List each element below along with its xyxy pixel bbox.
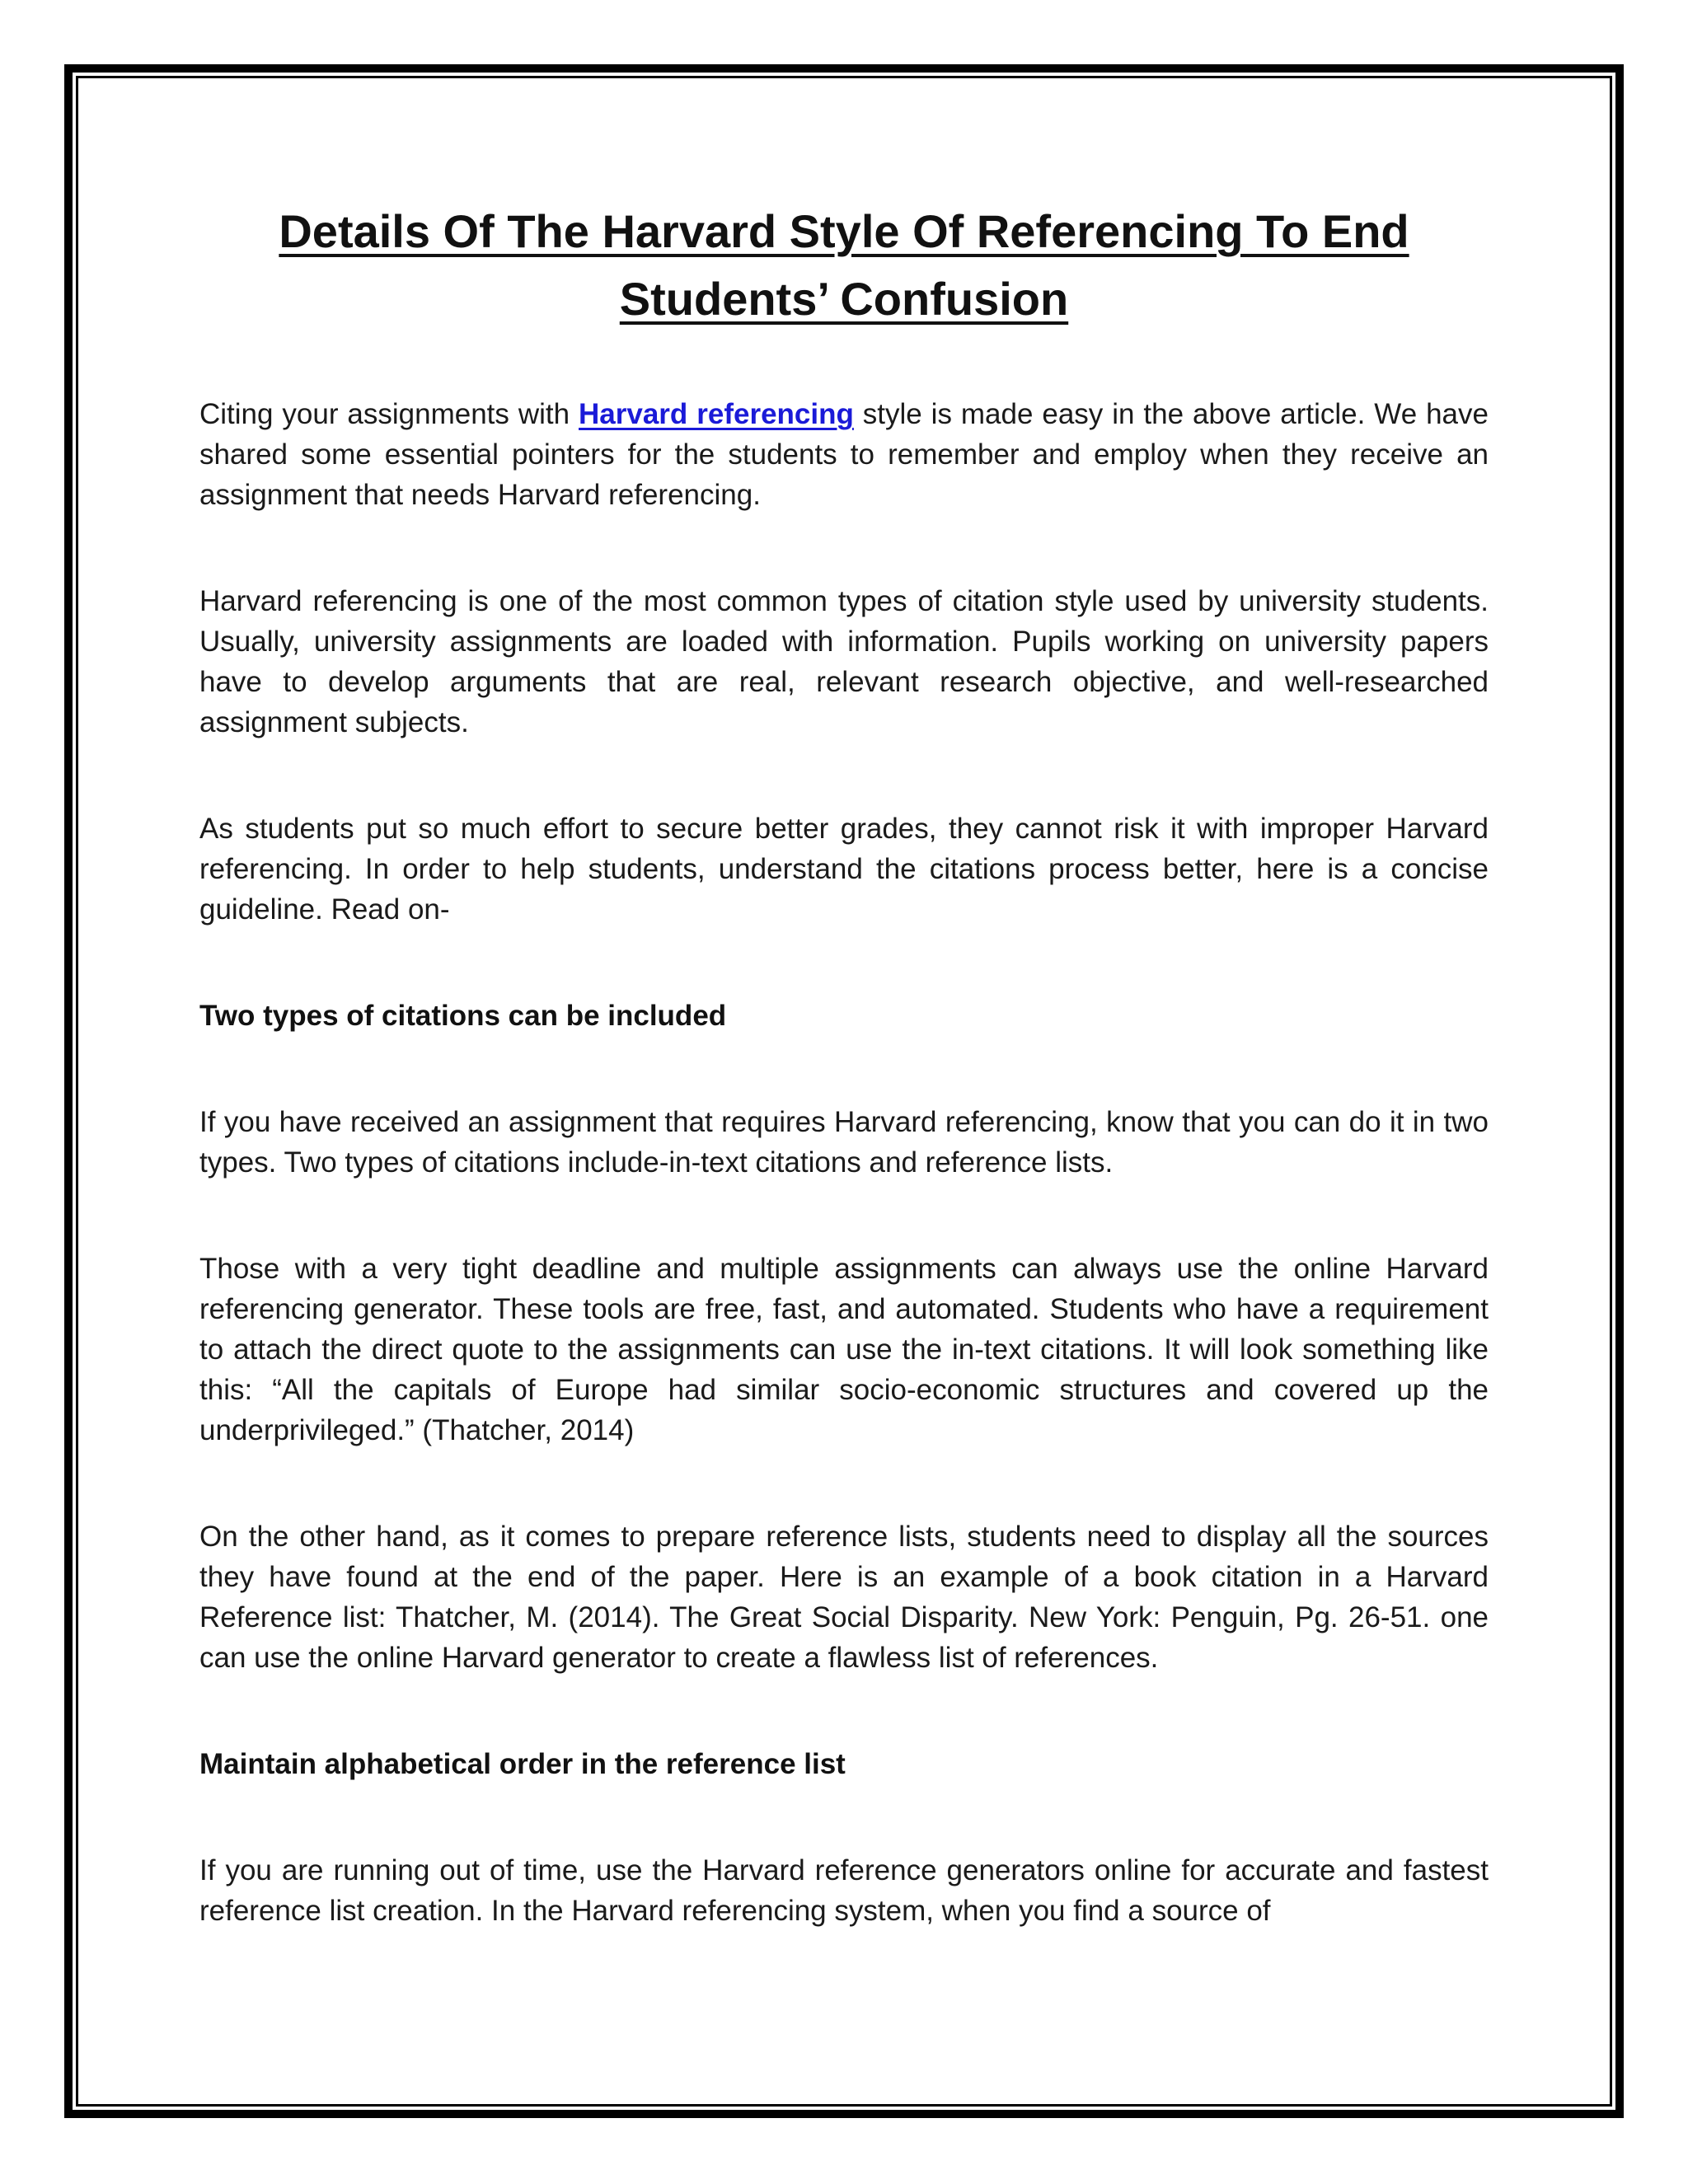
intro-text-after: style is made easy in the above article. We have shared some essential pointers for the students to remember and employ when they receive an assignment that needs Harvard referencing. <box>199 398 1489 511</box>
document-body <box>199 198 1489 1931</box>
document-title <box>199 198 1489 333</box>
title-line-2: Students’ Confusion <box>619 273 1069 325</box>
paragraph-effort: As students put so much effort to secure better grades, they cannot risk it with improper Harvard referencing. In order to help students, understand the citations process better, here is a concise guideline. Read on- <box>199 813 1489 926</box>
paragraph-running-out-of-time: If you are running out of time, use the Harvard reference generators online for accurate and fastest reference list creation. In the Harvard referencing system, when you find a source of <box>199 1854 1489 1927</box>
title-line-1: Details Of The Harvard Style Of Referencing To End <box>279 205 1409 257</box>
section-heading-two-types: Two types of citations can be included <box>199 1000 727 1032</box>
paragraph-harvard-common: Harvard referencing is one of the most common types of citation style used by university students. Usually, university assignments are loaded with information. Pupils working on university papers have to develop arguments that are real, relevant research objective, and well-researched assignment subjects. <box>199 585 1489 738</box>
harvard-referencing-link[interactable]: Harvard referencing <box>579 398 854 430</box>
paragraph-intro <box>199 394 1489 515</box>
paragraph-reference-lists: On the other hand, as it comes to prepare reference lists, students need to display all the sources they have found at the end of the paper. Here is an example of a book citation in a Harvard Reference list: Thatcher, M. (2014). The Great Social Disparity. New York: Penguin, Pg. 26-51. one can use the online Harvard generator to create a flawless list of references. <box>199 1521 1489 1674</box>
paragraph-two-types: If you have received an assignment that requires Harvard referencing, know that you can do it in two types. Two types of citations include-in-text citations and reference lists. <box>199 1106 1489 1179</box>
section-heading-alphabetical: Maintain alphabetical order in the reference list <box>199 1748 846 1780</box>
intro-text-before: Citing your assignments with <box>199 398 579 430</box>
paragraph-tight-deadline: Those with a very tight deadline and multiple assignments can always use the online Harvard referencing generator. These tools are free, fast, and automated. Students who have a requirement to attach the direct quote to the assignments can use the in-text citations. It will look something like this: “All the capitals of Europe had similar socio-economic structures and covered up the underprivileged.” (Thatcher, 2014) <box>199 1253 1489 1446</box>
